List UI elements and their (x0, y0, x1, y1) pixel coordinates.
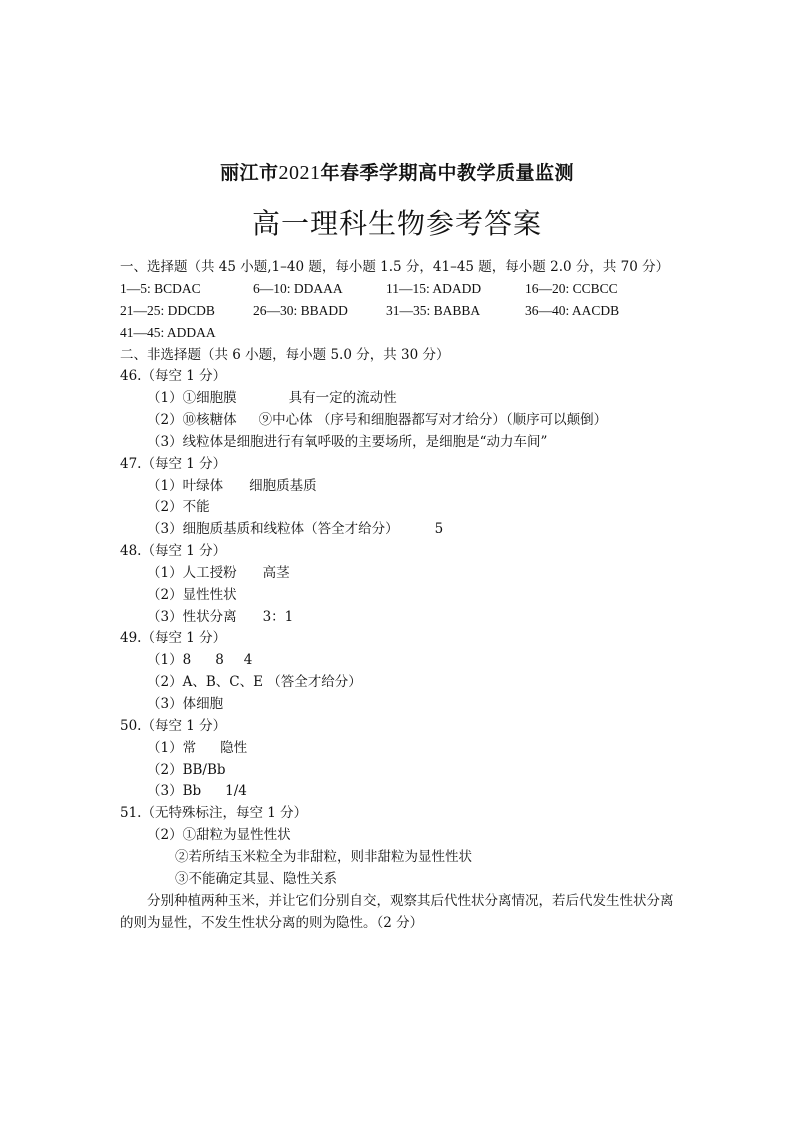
answer-line: （2）①甜粒为显性性状 (147, 827, 291, 843)
answer-group: 11—15: ADADD (386, 281, 482, 296)
answer-text: （3）Bb (147, 783, 202, 799)
question-50-label: 50.（每空 1 分） (120, 718, 227, 734)
answer-line (147, 389, 397, 407)
answer-line (147, 411, 607, 429)
exam-title-suffix: 年春季学期高中教学质量监测 (320, 162, 575, 184)
answer-group: 36—40: AACDB (525, 303, 620, 318)
answer-text: （1）①细胞膜 (147, 390, 237, 406)
answer-text: 3：1 (262, 609, 294, 625)
section2-heading: 二、非选择题（共 6 小题，每小题 5.0 分，共 30 分） (120, 347, 450, 363)
answer-text: （1）8 (147, 652, 192, 668)
question-48-label: 48.（每空 1 分） (120, 543, 227, 559)
section1-heading: 一、选择题（共 45 小题,1–40 题，每小题 1.5 分，41–45 题，每小题 2.0 分，共 70 分） (120, 259, 670, 275)
answer-text: 8 (215, 652, 224, 668)
exam-title-year: 2021 (278, 162, 321, 184)
answer-line: （3）线粒体是细胞进行有氧呼吸的主要场所，是细胞是“动力车间” (147, 434, 548, 450)
question-49-label: 49.（每空 1 分） (120, 630, 227, 646)
exam-title-prefix: 丽江市 (219, 162, 279, 184)
answer-text: 具有一定的流动性 (288, 390, 397, 406)
answer-line: （2）显性性状 (147, 587, 237, 603)
answer-group: 21—25: DDCDB (120, 303, 215, 318)
answer-line (147, 782, 247, 800)
answer-text: （3）细胞质基质和线粒体（答全才给分） (147, 521, 399, 537)
answer-text: 5 (434, 521, 444, 537)
answer-group: 31—35: BABBA (386, 303, 481, 318)
question-47-label: 47.（每空 1 分） (120, 456, 227, 472)
answer-line: ②若所结玉米粒全为非甜粒，则非甜粒为显性性状 (175, 849, 472, 865)
answer-line: （2）A、B、C、E （答全才给分） (147, 674, 362, 690)
answer-text: 隐性 (220, 740, 248, 756)
answer-text: （1）常 (147, 740, 197, 756)
question-46-label: 46.（每空 1 分） (120, 368, 227, 384)
page-title: 高一理科生物参考答案 (251, 207, 542, 240)
answer-line: （2）不能 (147, 499, 210, 515)
answer-text: （3）性状分离 (147, 609, 237, 625)
answer-line: （2）BB/Bb (147, 762, 226, 778)
answer-line (147, 651, 252, 669)
answer-group: 16—20: CCBCC (525, 281, 618, 296)
answer-text: 1/4 (225, 783, 247, 799)
answer-paragraph: 分别种植两种玉米，并让它们分别自交，观察其后代性状分离情况，若后代发生性状分离的则为显性，不发生性状分离的则为隐性。（2 分） (120, 893, 674, 931)
answer-text: 高茎 (262, 565, 290, 581)
answer-group: 1—5: BCDAC (120, 281, 201, 296)
answer-text: 细胞质基质 (249, 478, 317, 494)
answer-text: ⑨中心体 （序号和细胞器都写对才给分）（顺序可以颠倒） (258, 412, 608, 428)
question-51-label: 51.（无特殊标注，每空 1 分） (120, 805, 308, 821)
answer-group: 41—45: ADDAA (120, 325, 216, 340)
answer-group: 26—30: BBADD (253, 303, 348, 318)
answer-line: ③不能确定其显、隐性关系 (175, 871, 337, 887)
answer-line: （3）体细胞 (147, 696, 224, 712)
answer-line (147, 520, 443, 538)
answer-text: （1）叶绿体 (147, 478, 224, 494)
answer-line (147, 739, 247, 757)
answer-group: 6—10: DDAAA (253, 281, 343, 296)
answer-text: （2）⑩核糖体 (147, 412, 237, 428)
answer-line (147, 564, 290, 582)
answer-line (147, 608, 293, 626)
answer-text: （1）人工授粉 (147, 565, 237, 581)
exam-title (0, 158, 794, 185)
answer-line (147, 477, 317, 495)
answer-text: 4 (243, 652, 253, 668)
